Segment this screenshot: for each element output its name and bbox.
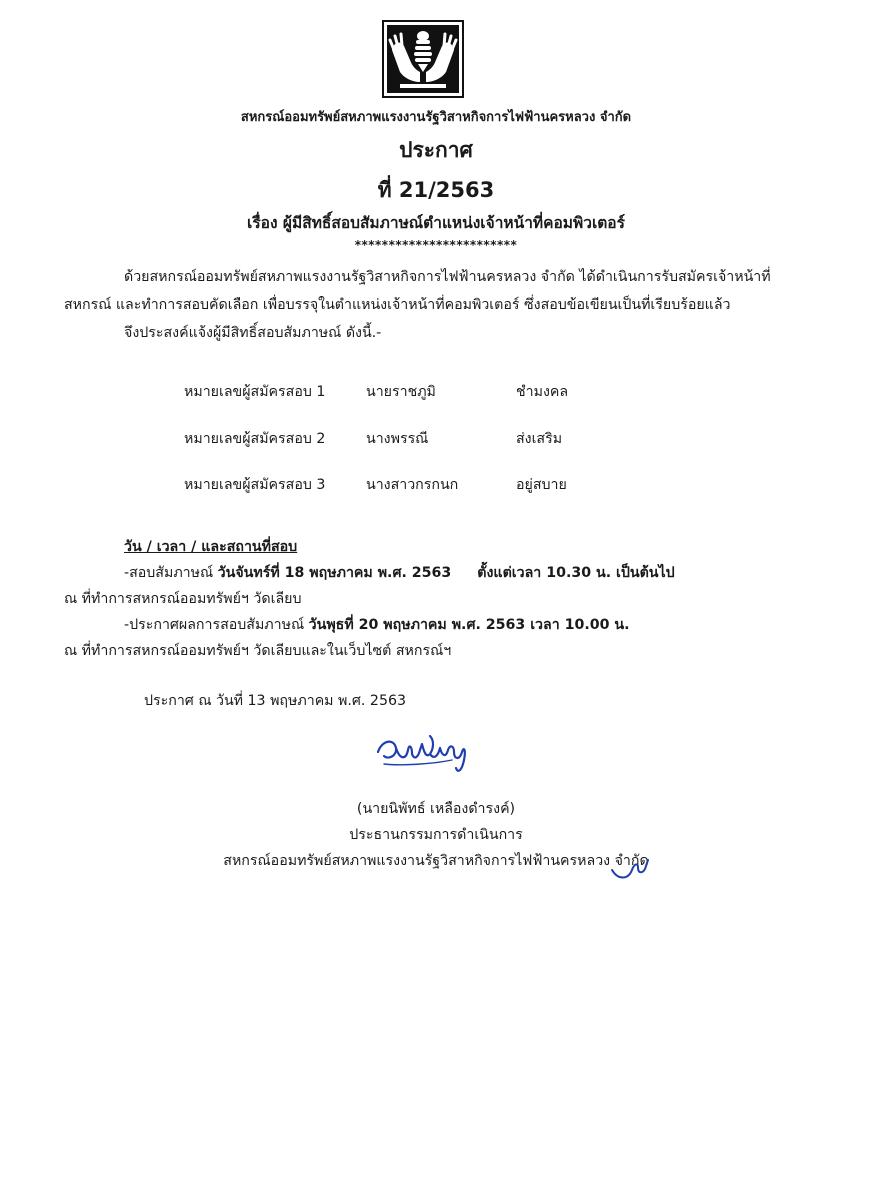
interview-prefix: -สอบสัมภาษณ์: [124, 565, 218, 581]
interview-time: ตั้งแต่เวลา 10.30 น. เป็นต้นไป: [477, 565, 675, 581]
signer-organization: สหกรณ์ออมทรัพย์สหภาพแรงงานรัฐวิสาหกิจการไฟฟ้านครหลวง จำกัด: [223, 853, 649, 869]
signer-name: (นายนิพัทธ์ เหลืองดำรงค์): [356, 801, 516, 817]
body-paragraph-line-3: จึงประสงค์แจ้งผู้มีสิทธิ์สอบสัมภาษณ์ ดังนี้.-: [124, 325, 382, 341]
result-place: ณ ที่ทำการสหกรณ์ออมทรัพย์ฯ วัดเลียบและในเว็บไซต์ สหกรณ์ฯ: [64, 643, 452, 659]
separator-line: ************************: [354, 238, 518, 252]
handwritten-initial: [608, 856, 652, 884]
body-paragraph-line-2: สหกรณ์ และทำการสอบคัดเลือก เพื่อบรรจุในตำแหน่งเจ้าหน้าที่คอมพิวเตอร์ ซึ่งสอบข้อเขียนเป็นที่เรียบร้อยแล้ว: [64, 297, 731, 313]
candidate-3-first-name: นางสาวกรกนก: [366, 477, 459, 493]
interview-place: ณ ที่ทำการสหกรณ์ออมทรัพย์ฯ วัดเลียบ: [64, 591, 302, 607]
candidate-1-first-name: นายราชภูมิ: [366, 384, 436, 400]
candidate-2-last-name: ส่งเสริม: [516, 431, 563, 447]
document-subject: เรื่อง ผู้มีสิทธิ์สอบสัมภาษณ์ตำแหน่งเจ้าหน้าที่คอมพิวเตอร์: [247, 214, 625, 232]
organization-header: สหกรณ์ออมทรัพย์สหภาพแรงงานรัฐวิสาหกิจการไฟฟ้านครหลวง จำกัด: [240, 110, 632, 125]
result-prefix: -ประกาศผลการสอบสัมภาษณ์: [124, 617, 309, 633]
candidate-2-label: หมายเลขผู้สมัครสอบ 2: [184, 431, 326, 447]
interview-line: [124, 562, 675, 584]
candidate-3-last-name: อยู่สบาย: [516, 477, 567, 493]
announcement-date: ประกาศ ณ วันที่ 13 พฤษภาคม พ.ศ. 2563: [144, 693, 407, 709]
candidate-1-last-name: ชำมงคล: [516, 384, 569, 400]
document-title: ประกาศ: [399, 138, 473, 162]
signer-title: ประธานกรรมการดำเนินการ: [349, 827, 523, 843]
result-line: [124, 614, 630, 636]
handwritten-signature: [372, 730, 472, 778]
interview-date: 18 พฤษภาคม พ.ศ. 2563: [279, 565, 452, 581]
result-date: วันพุธที่ 20 พฤษภาคม พ.ศ. 2563 เวลา 10.00 น.: [308, 617, 630, 633]
candidate-2-first-name: นางพรรณี: [366, 431, 429, 447]
schedule-heading: วัน / เวลา / และสถานที่สอบ: [124, 539, 298, 555]
candidate-3-label: หมายเลขผู้สมัครสอบ 3: [184, 477, 326, 493]
interview-day: วันจันทร์ที่: [217, 565, 280, 581]
document-number: ที่ 21/2563: [377, 178, 495, 202]
candidate-1-label: หมายเลขผู้สมัครสอบ 1: [184, 384, 326, 400]
cooperative-hands-emblem-icon: [382, 20, 464, 98]
body-paragraph-line-1: ด้วยสหกรณ์ออมทรัพย์สหภาพแรงงานรัฐวิสาหกิจการไฟฟ้านครหลวง จำกัด ได้ดำเนินการรับสมัครเจ้าหน้าที่: [124, 269, 771, 285]
